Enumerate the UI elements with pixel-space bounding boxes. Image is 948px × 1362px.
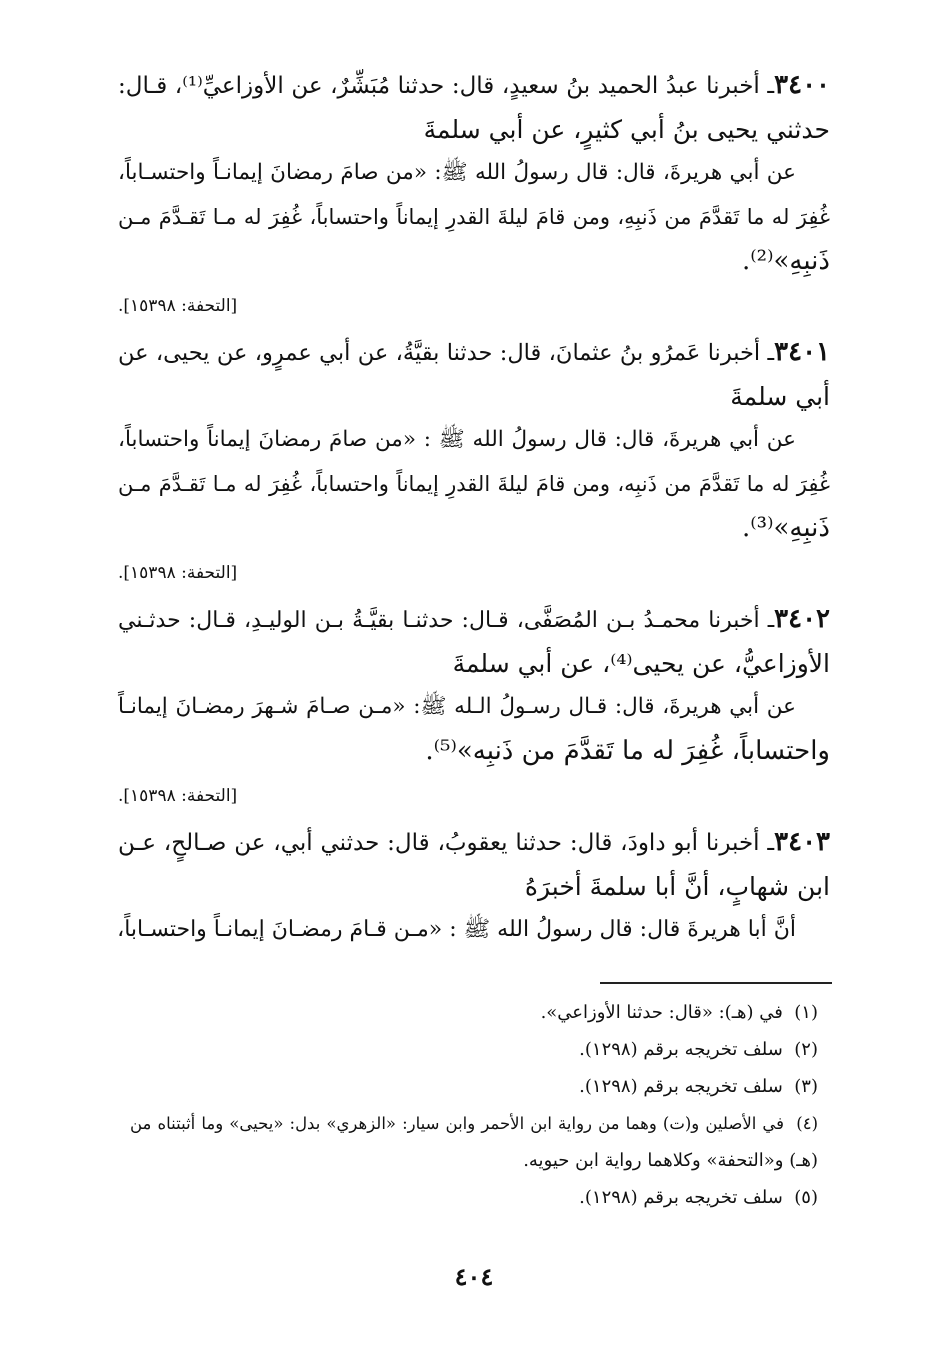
matn-line: عن أبي هريرةَ، قال: قال رسولُ الله ﷺ: «من صامَ رمضانَ إيمانـاً واحتسـاباً، [118,160,796,185]
footnote-text: سلف تخريجه برقم (١٢٩٨). [579,1076,783,1097]
footnote-1 [130,994,818,1031]
hadith-3401 [118,331,830,588]
footnote-marker: (٥) [794,1187,818,1208]
tuhfa-reference: [التحفة: ١٥٣٩٨]. [118,296,238,316]
page-number: ٤٠٤ [454,1262,494,1291]
page-body [118,64,830,952]
footnote-4 [130,1105,818,1142]
matn-line: ذَنبِهِ»⁽³⁾. [742,513,830,543]
footnote-text: في (هـ): «قال: حدثنا الأوزاعي». [540,1002,783,1023]
isnad-line: ٣٤٠٢ـ أخبرنا محمـدُ بـن المُصَفَّى، قـال: حدثنـا بقيَّـةُ بـن الوليـدِ، قـال: حدثـني [118,604,830,634]
isnad-line: أبي سلمةَ [730,382,830,411]
tuhfa-reference: [التحفة: ١٥٣٩٨]. [118,563,238,583]
matn-line: عن أبي هريرةَ، قال: قال رسولُ الله ﷺ : «من صامَ رمضانَ إيماناً واحتساباً، [118,427,796,452]
footnote-divider [600,982,832,984]
footnote-5 [130,1179,818,1216]
isnad-line: ٣٤٠٣ـ أخبرنا أبو داودَ، قال: حدثنا يعقوبُ، قال: حدثني أبي، عن صـالحٍ، عـن [118,827,830,857]
matn-line: ذَنبِهِ»⁽²⁾. [742,246,830,276]
footnote-text: سلف تخريجه برقم (١٢٩٨). [579,1187,783,1208]
matn-line: عن أبي هريرةَ، قال: قـال رسـولُ الـله ﷺ: «مـن صـامَ شـهرَ رمضـانَ إيمانـاً [118,694,796,719]
footnote-marker: (٤) [796,1114,818,1133]
footnote-2 [130,1031,818,1068]
footnote-3 [130,1068,818,1105]
hadith-3400 [118,64,830,321]
tuhfa-reference: [التحفة: ١٥٣٩٨]. [118,786,238,806]
matn-line: أنَّ أبا هريرةَ قال: قال رسولُ الله ﷺ : «مـن قـامَ رمضـانَ إيمانـاً واحتسـاباً، [117,917,796,942]
matn-line: غُفِرَ له ما تَقدَّمَ من ذَنبِه، ومن قامَ ليلةَ القدرِ إيماناً واحتساباً، غُفِرَ له مـا تَقـدَّمَ مـن [118,472,830,496]
hadith-number: ٣٤٠١ [774,337,830,367]
footnote-text: في الأصلين و(ت) وهما من رواية ابن الأحمر وابن سيار: «الزهري» بدل: «يحيى» وما أثبتناه من [130,1114,785,1133]
hadith-3403 [118,821,830,952]
footnote-4-continuation: (هـ) و«التحفة» وكلاهما رواية ابن حيويه. [523,1150,818,1171]
matn-line: غُفِرَ له ما تَقدَّمَ من ذَنبِهِ، ومن قامَ ليلةَ القدرِ إيماناً واحتساباً، غُفِرَ له مـا تَقـدَّمَ مـن [118,205,830,229]
isnad-line: ٣٤٠٠ـ أخبرنا عبدُ الحميد بنُ سعيدٍ، قال: حدثنا مُبَشِّرٌ، عن الأوزاعيِّ⁽¹⁾، قـال: [118,70,830,100]
hadith-number: ٣٤٠٢ [774,604,830,634]
hadith-number: ٣٤٠٣ [774,827,830,857]
footnote-text: سلف تخريجه برقم (١٢٩٨). [579,1039,783,1060]
isnad-line: حدثني يحيى بنُ أبي كثيرٍ، عن أبي سلمةَ [423,115,830,144]
footnotes [130,994,818,1216]
hadith-number: ٣٤٠٠ [774,70,830,100]
footnote-marker: (١) [794,1002,818,1023]
isnad-line: ابن شهابٍ، أنَّ أبا سلمةَ أخبرَهُ [524,872,830,901]
hadith-3402 [118,598,830,811]
matn-line: واحتساباً، غُفِرَ له ما تَقدَّمَ من ذَنبِه»⁽⁵⁾. [425,736,830,766]
isnad-line: الأوزاعيُّ، عن يحيى⁽⁴⁾، عن أبي سلمةَ [452,649,830,678]
footnote-marker: (٢) [794,1039,818,1060]
isnad-line: ٣٤٠١ـ أخبرنا عَمرُو بنُ عثمانَ، قال: حدثنا بقيَّةُ، عن أبي عمرٍو، عن يحيى، عن [118,337,830,367]
footnote-marker: (٣) [794,1076,818,1097]
